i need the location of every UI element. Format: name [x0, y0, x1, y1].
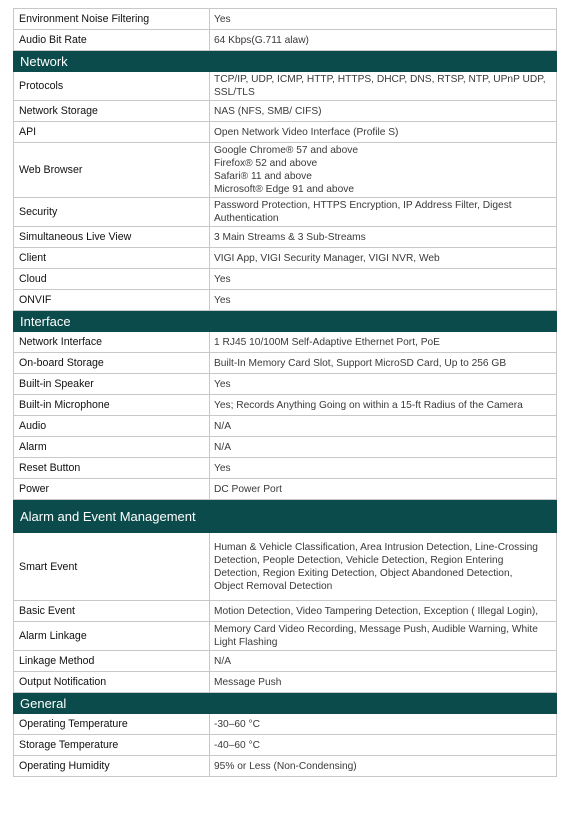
spec-value-line: 64 Kbps(G.711 alaw) — [214, 34, 309, 46]
spec-row — [14, 416, 557, 437]
spec-value — [210, 395, 557, 416]
spec-label: Simultaneous Live View — [14, 227, 210, 248]
spec-value-line: Human & Vehicle Classification, Area Intrusion Detection, Line-Crossing — [214, 541, 538, 553]
spec-row — [14, 651, 557, 672]
spec-label: Network Interface — [14, 332, 210, 353]
spec-row — [14, 198, 557, 227]
spec-label: Audio — [14, 416, 210, 437]
spec-value-line: Yes — [214, 294, 231, 306]
spec-value-line: Yes — [214, 273, 231, 285]
spec-row — [14, 714, 557, 735]
spec-label: API — [14, 122, 210, 143]
section-header-network — [14, 51, 557, 72]
spec-label: Protocols — [14, 72, 210, 101]
spec-value-line: DC Power Port — [214, 483, 282, 495]
spec-value-line: Google Chrome® 57 and above — [214, 145, 358, 156]
spec-row — [14, 395, 557, 416]
spec-label: Smart Event — [14, 533, 210, 601]
spec-row — [14, 72, 557, 101]
spec-value-line: TCP/IP, UDP, ICMP, HTTP, HTTPS, DHCP, DNS, RTSP, NTP, UPnP UDP, — [214, 74, 546, 85]
spec-value-line: N/A — [214, 441, 231, 453]
spec-row — [14, 735, 557, 756]
spec-value — [210, 756, 557, 777]
spec-row — [14, 533, 557, 601]
spec-row — [14, 601, 557, 622]
spec-value-line: VIGI App, VIGI Security Manager, VIGI NVR, Web — [214, 252, 440, 264]
spec-value — [210, 143, 557, 198]
spec-value — [210, 416, 557, 437]
spec-label: Alarm — [14, 437, 210, 458]
spec-value-line: Microsoft® Edge 91 and above — [214, 184, 355, 195]
spec-value — [210, 651, 557, 672]
spec-row — [14, 9, 557, 30]
spec-row — [14, 248, 557, 269]
spec-row — [14, 143, 557, 198]
spec-value — [210, 248, 557, 269]
spec-label: Operating Humidity — [14, 756, 210, 777]
spec-value-line: Motion Detection, Video Tampering Detection, Exception ( Illegal Login), — [214, 605, 539, 617]
spec-value — [210, 479, 557, 500]
spec-row — [14, 374, 557, 395]
spec-table — [13, 8, 557, 777]
section-title: Alarm and Event Management — [14, 500, 557, 533]
spec-value — [210, 269, 557, 290]
spec-value-line: Light Flashing — [214, 637, 278, 648]
spec-value — [210, 30, 557, 51]
spec-value-line: SSL/TLS — [214, 87, 255, 98]
spec-value — [210, 374, 557, 395]
spec-value-line: Open Network Video Interface (Profile S) — [214, 126, 399, 138]
spec-row — [14, 122, 557, 143]
spec-label: Basic Event — [14, 601, 210, 622]
spec-value-line: Yes — [214, 378, 231, 390]
spec-label: Storage Temperature — [14, 735, 210, 756]
spec-label: Linkage Method — [14, 651, 210, 672]
spec-label: Audio Bit Rate — [14, 30, 210, 51]
spec-row — [14, 353, 557, 374]
spec-value-line: Yes; Records Anything Going on within a 15-ft Radius of the Camera — [214, 399, 523, 411]
spec-row — [14, 227, 557, 248]
section-header-interface — [14, 311, 557, 332]
spec-value-line: Built-In Memory Card Slot, Support MicroSD Card, Up to 256 GB — [214, 357, 507, 369]
spec-table-body — [14, 9, 557, 777]
spec-label: Environment Noise Filtering — [14, 9, 210, 30]
spec-row — [14, 290, 557, 311]
spec-row — [14, 101, 557, 122]
spec-value-line: -40–60 °C — [214, 739, 260, 751]
spec-value — [210, 122, 557, 143]
spec-row — [14, 437, 557, 458]
spec-value — [210, 714, 557, 735]
spec-value-line: Password Protection, HTTPS Encryption, IP Address Filter, Digest — [214, 200, 512, 211]
spec-value — [210, 101, 557, 122]
section-header-alarm-and-event-management — [14, 500, 557, 533]
spec-row — [14, 479, 557, 500]
spec-label: Built-in Microphone — [14, 395, 210, 416]
spec-value-line: Detection, Region Exiting Detection, Object Abandoned Detection, — [214, 567, 513, 579]
spec-value — [210, 437, 557, 458]
spec-value-line: Message Push — [214, 676, 282, 688]
spec-value — [210, 332, 557, 353]
spec-value-line: Yes — [214, 462, 231, 474]
spec-value-line: 3 Main Streams & 3 Sub-Streams — [214, 231, 366, 243]
spec-value — [210, 198, 557, 227]
spec-label: Power — [14, 479, 210, 500]
spec-label: Cloud — [14, 269, 210, 290]
spec-row — [14, 30, 557, 51]
spec-value — [210, 458, 557, 479]
section-title: Network — [14, 51, 557, 72]
spec-value-line: Object Removal Detection — [214, 580, 333, 592]
spec-value-line: Firefox® 52 and above — [214, 158, 318, 169]
spec-row — [14, 622, 557, 651]
spec-value — [210, 601, 557, 622]
spec-row — [14, 458, 557, 479]
spec-value-line: Authentication — [214, 213, 279, 224]
spec-value-line: NAS (NFS, SMB/ CIFS) — [214, 105, 322, 117]
spec-value — [210, 290, 557, 311]
spec-row — [14, 672, 557, 693]
spec-label: ONVIF — [14, 290, 210, 311]
spec-value-line: 1 RJ45 10/100M Self-Adaptive Ethernet Port, PoE — [214, 336, 440, 348]
spec-value — [210, 533, 557, 601]
spec-row — [14, 756, 557, 777]
spec-sheet — [13, 8, 556, 777]
spec-label: On-board Storage — [14, 353, 210, 374]
spec-row — [14, 332, 557, 353]
spec-value — [210, 622, 557, 651]
spec-value-line: Yes — [214, 13, 231, 25]
spec-label: Network Storage — [14, 101, 210, 122]
spec-label: Web Browser — [14, 143, 210, 198]
spec-label: Output Notification — [14, 672, 210, 693]
spec-label: Operating Temperature — [14, 714, 210, 735]
spec-label: Built-in Speaker — [14, 374, 210, 395]
spec-value — [210, 72, 557, 101]
spec-value — [210, 227, 557, 248]
spec-label: Alarm Linkage — [14, 622, 210, 651]
spec-value-line: N/A — [214, 420, 231, 432]
spec-value-line: Safari® 11 and above — [214, 171, 312, 182]
spec-label: Client — [14, 248, 210, 269]
spec-row — [14, 269, 557, 290]
spec-value — [210, 735, 557, 756]
spec-value-line: 95% or Less (Non-Condensing) — [214, 760, 357, 772]
section-header-general — [14, 693, 557, 714]
section-title: Interface — [14, 311, 557, 332]
spec-value — [210, 353, 557, 374]
section-title: General — [14, 693, 557, 714]
spec-value-line: Detection, People Detection, Vehicle Detection, Region Entering — [214, 554, 504, 566]
spec-value-line: N/A — [214, 655, 231, 667]
spec-value-line: -30–60 °C — [214, 718, 260, 730]
spec-value — [210, 672, 557, 693]
spec-value — [210, 9, 557, 30]
spec-label: Security — [14, 198, 210, 227]
spec-label: Reset Button — [14, 458, 210, 479]
spec-value-line: Memory Card Video Recording, Message Push, Audible Warning, White — [214, 624, 538, 635]
